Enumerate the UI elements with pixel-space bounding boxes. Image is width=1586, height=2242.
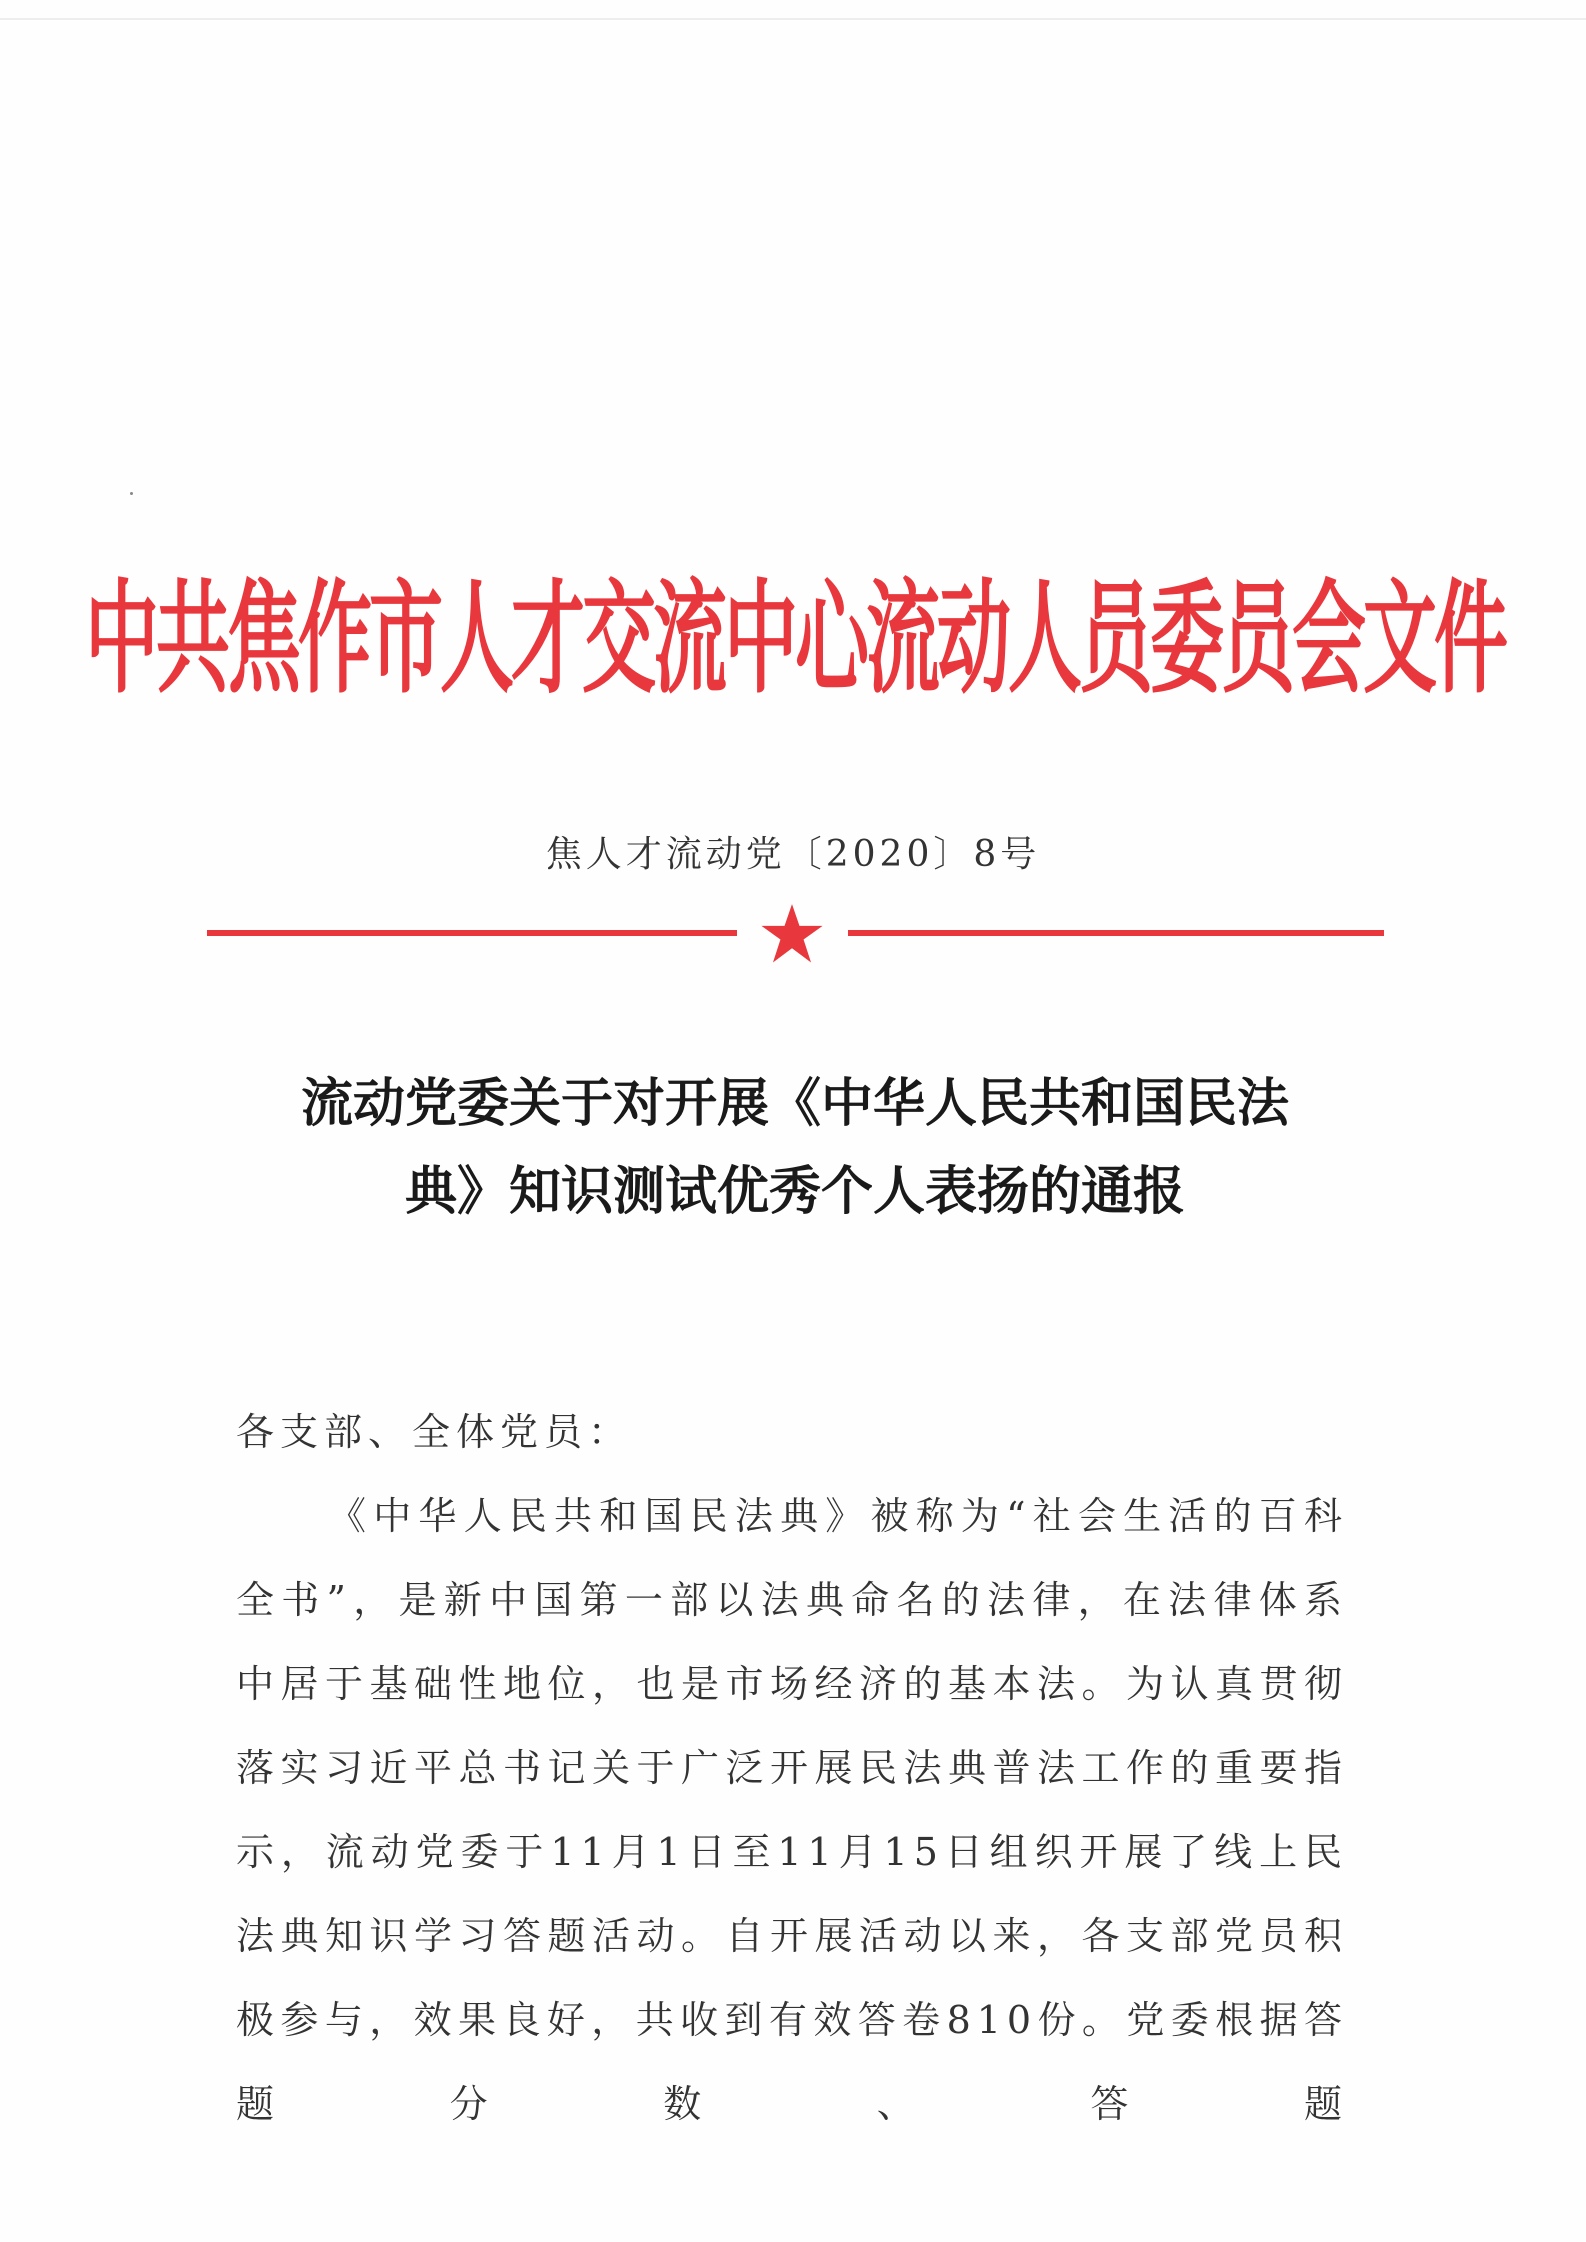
document-title-line1: 流动党委关于对开展《中华人民共和国民法 [300,1074,1289,1134]
red-star-icon [758,900,826,968]
document-title-line2: 典》知识测试优秀个人表扬的通报 [404,1162,1185,1222]
red-divider-left [207,930,737,936]
scan-edge-line [0,18,1586,20]
body-paragraph: 《中华人民共和国民法典》被称为“社会生活的百科全书”，是新中国第一部以法典命名的法律，在法律体系中居于基础性地位，也是市场经济的基本法。为认真贯彻落实习近平总书记关于广泛开展民法典普法工作的重要指示，流动党委于11月1日至11月15日组织开展了线上民法典知识学习答题活动。自开展活动以来，各支部党员积极参与，效果良好，共收到有效答卷810份。党委根据答题分数、答题 [236,1494,1348,2126]
star-shape [761,904,822,962]
document-title [230,1060,1360,1236]
organization-masthead: 中共焦作市人才交流中心流动人员委员会文件 [85,568,1505,711]
salutation: 各支部、全体党员： [236,1410,633,1454]
red-divider-right [848,930,1384,936]
scan-speck [130,492,133,495]
document-number: 焦人才流动党〔2020〕8号 [545,834,1041,875]
